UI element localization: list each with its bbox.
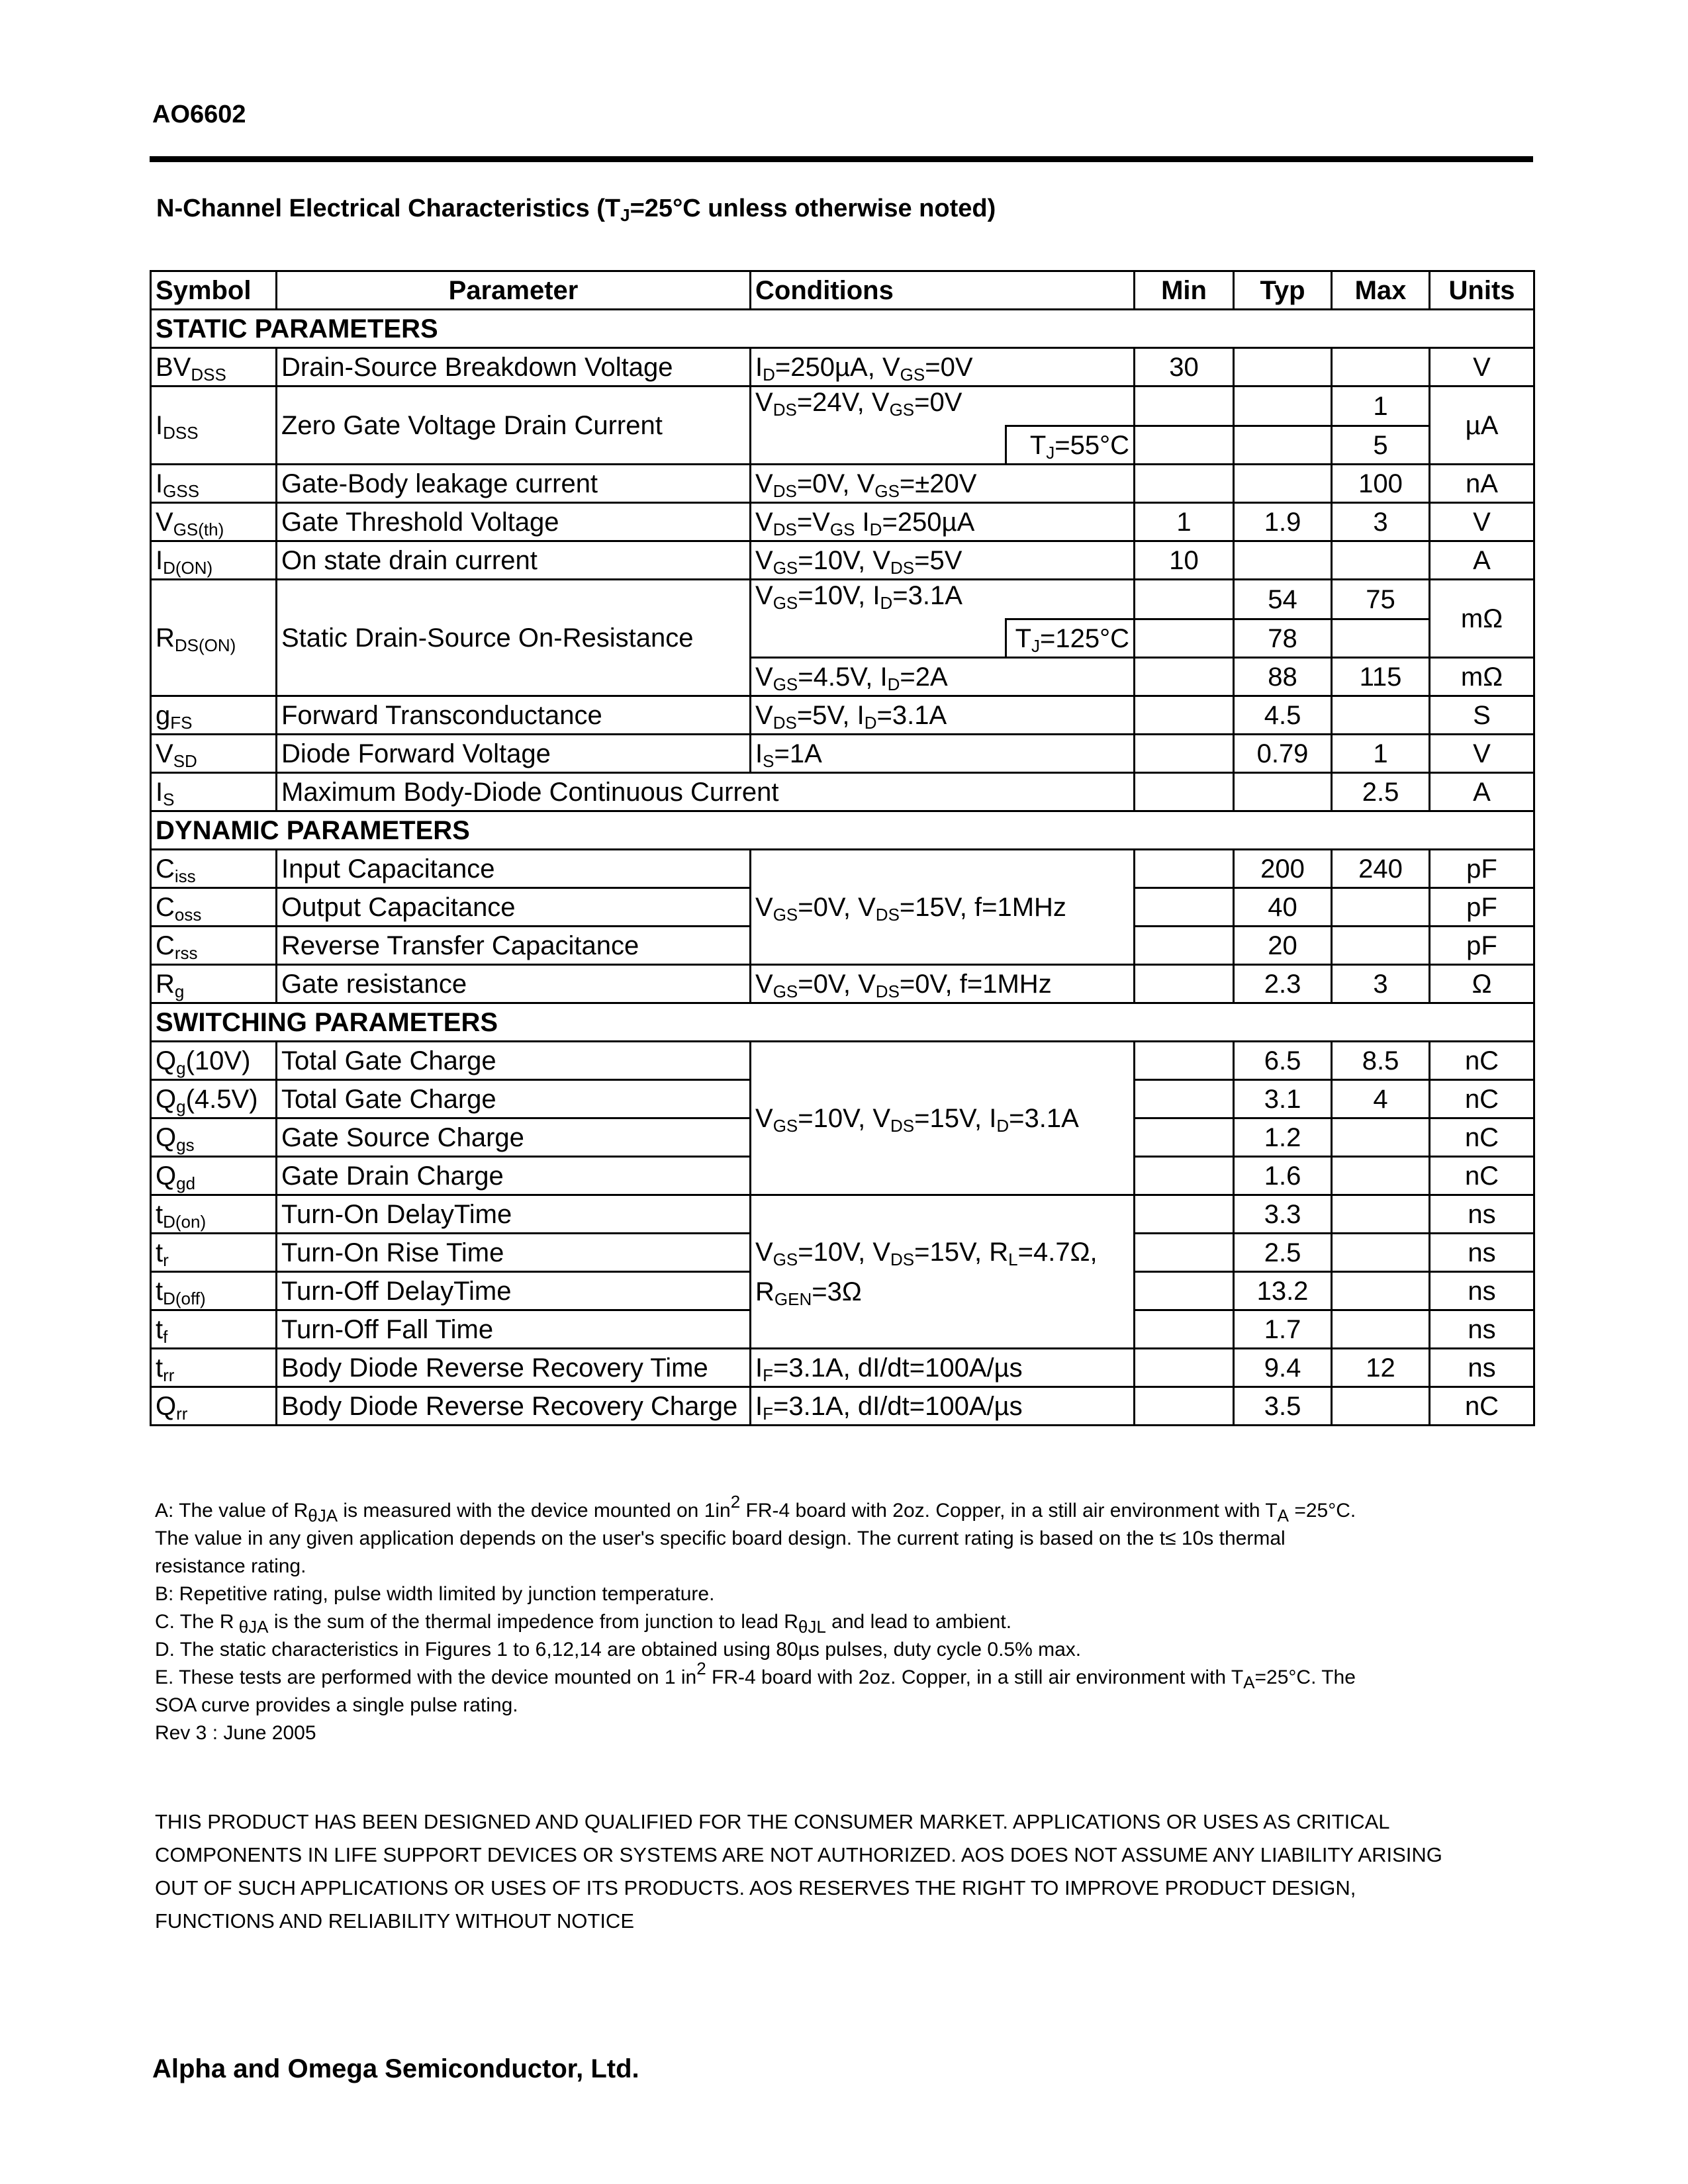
max-cell: 4 (1332, 1080, 1430, 1118)
units-cell: nC (1430, 1042, 1534, 1080)
min-cell: 30 (1135, 348, 1234, 387)
units-cell: pF (1430, 927, 1534, 965)
parameter-cell: Body Diode Reverse Recovery Charge (277, 1387, 751, 1426)
min-cell (1135, 1387, 1234, 1426)
parameter-cell: Diode Forward Voltage (277, 735, 751, 773)
units-cell: nA (1430, 465, 1534, 503)
table-row (151, 965, 1534, 1003)
typ-cell: 3.5 (1234, 1387, 1332, 1426)
min-cell (1135, 1272, 1234, 1310)
typ-cell (1234, 426, 1332, 465)
parameter-cell: Turn-On Rise Time (277, 1234, 751, 1272)
conditions-spacer (751, 426, 1006, 465)
max-cell: 1 (1332, 735, 1430, 773)
max-cell (1332, 619, 1430, 658)
parameter-cell: Static Drain-Source On-Resistance (277, 580, 751, 696)
min-cell (1135, 735, 1234, 773)
max-cell: 75 (1332, 580, 1430, 619)
header-rule (150, 156, 1533, 162)
symbol-cell: $t_{rr}$ (151, 1349, 277, 1387)
units-cell: Ω (1430, 965, 1534, 1003)
max-cell: 240 (1332, 850, 1430, 888)
parameter-cell: Output Capacitance (277, 888, 751, 927)
parameter-cell: Gate resistance (277, 965, 751, 1003)
max-cell: 3 (1332, 503, 1430, 541)
max-cell (1332, 1387, 1430, 1426)
symbol-cell: $BV_{DSS}$ (151, 348, 277, 387)
units-cell: nC (1430, 1118, 1534, 1157)
conditions-cell: $V_{GS}=10V$, $V_{DS}=5V$ (751, 541, 1135, 580)
symbol-cell: $R_g$ (151, 965, 277, 1003)
units-cell: ns (1430, 1310, 1534, 1349)
disclaimer (155, 1805, 1538, 1938)
typ-cell (1234, 773, 1332, 811)
min-cell (1135, 1195, 1234, 1234)
min-cell (1135, 1118, 1234, 1157)
min-cell (1135, 465, 1234, 503)
units-cell: ns (1430, 1234, 1534, 1272)
typ-cell: 1.2 (1234, 1118, 1332, 1157)
table-row (151, 1349, 1534, 1387)
parameter-cell: Total Gate Charge (277, 1042, 751, 1080)
parameter-cell: Gate Threshold Voltage (277, 503, 751, 541)
typ-cell: 78 (1234, 619, 1332, 658)
table-row (151, 387, 1534, 426)
table-row (151, 735, 1534, 773)
conditions-cell: $V_{GS}=10V$, $V_{DS}=15V$, $I_D=3.1A$ (751, 1042, 1135, 1195)
group-row (151, 811, 1534, 850)
conditions-cell: $V_{DS}=0V$, $V_{GS}=\pm 20V$ (751, 465, 1135, 503)
min-cell (1135, 927, 1234, 965)
company-name: Alpha and Omega Semiconductor, Ltd. (152, 2054, 639, 2083)
group-static: STATIC PARAMETERS (151, 310, 1534, 348)
revision: Rev 3 : June 2005 (155, 1722, 316, 1744)
note-a-line2: The value in any given application depends on the user's specific board design. The current rating is based on the t≤ 10s thermal (155, 1527, 1286, 1549)
max-cell (1332, 348, 1430, 387)
max-cell (1332, 696, 1430, 735)
max-cell: 100 (1332, 465, 1430, 503)
symbol-cell: $Q_{gd}$ (151, 1157, 277, 1195)
typ-cell: 1.7 (1234, 1310, 1332, 1349)
table-row (151, 773, 1534, 811)
symbol-cell: $R_{DS(ON)}$ (151, 580, 277, 696)
note-a: A: The value of $R_{\theta JA}$ is measured with the device mounted on $1in^2$ FR-4 board with 2oz. Copper, in a still air environment with $T_A =25^\circ C$. (155, 1492, 1356, 1525)
units-cell: A (1430, 541, 1534, 580)
max-cell (1332, 1157, 1430, 1195)
table-row (151, 503, 1534, 541)
symbol-cell: $t_{D(on)}$ (151, 1195, 277, 1234)
typ-cell: 4.5 (1234, 696, 1332, 735)
parameter-cell: Gate-Body leakage current (277, 465, 751, 503)
parameter-cell: Turn-Off DelayTime (277, 1272, 751, 1310)
note-b: B: Repetitive rating, pulse width limited by junction temperature. (155, 1583, 715, 1605)
conditions-cell: $V_{DS}=5V$, $I_D=3.1A$ (751, 696, 1135, 735)
conditions-cell: $V_{DS}=V_{GS}$ $I_D=250\mu A$ (751, 503, 1135, 541)
typ-cell: 2.5 (1234, 1234, 1332, 1272)
symbol-cell: $Q_{gs}$ (151, 1118, 277, 1157)
max-cell (1332, 1234, 1430, 1272)
symbol-cell: $Q_g(10V)$ (151, 1042, 277, 1080)
typ-cell: 1.9 (1234, 503, 1332, 541)
units-cell: V (1430, 503, 1534, 541)
section-title: N-Channel Electrical Characteristics ($T_J=25^\circ C$ unless otherwise noted) (156, 195, 996, 225)
conditions-cell: $V_{GS}=0V$, $V_{DS}=0V$, f=1MHz (751, 965, 1135, 1003)
typ-cell: 13.2 (1234, 1272, 1332, 1310)
typ-cell: 6.5 (1234, 1042, 1332, 1080)
table-row (151, 696, 1534, 735)
units-cell: mΩ (1430, 580, 1534, 658)
table-row (151, 1042, 1534, 1080)
max-cell: 115 (1332, 658, 1430, 696)
disclaimer-line: OUT OF SUCH APPLICATIONS OR USES OF ITS PRODUCTS. AOS RESERVES THE RIGHT TO IMPROVE PRODUCT DESIGN, (155, 1876, 1356, 1899)
table-row (151, 465, 1534, 503)
parameter-cell: Forward Transconductance (277, 696, 751, 735)
typ-cell: 40 (1234, 888, 1332, 927)
units-cell: pF (1430, 850, 1534, 888)
parameter-cell: Zero Gate Voltage Drain Current (277, 387, 751, 465)
group-switching: SWITCHING PARAMETERS (151, 1003, 1534, 1042)
min-cell (1135, 1080, 1234, 1118)
disclaimer-line: FUNCTIONS AND RELIABILITY WITHOUT NOTICE (155, 1909, 634, 1933)
header-max: Max (1332, 271, 1430, 310)
units-cell: V (1430, 735, 1534, 773)
symbol-cell: $t_r$ (151, 1234, 277, 1272)
conditions-temp-cell: $T_J=55^\circ C$ (1006, 426, 1135, 465)
typ-cell: 3.1 (1234, 1080, 1332, 1118)
typ-cell: 0.79 (1234, 735, 1332, 773)
symbol-cell: $V_{SD}$ (151, 735, 277, 773)
disclaimer-line: COMPONENTS IN LIFE SUPPORT DEVICES OR SYSTEMS ARE NOT AUTHORIZED. AOS DOES NOT ASSUME ANY LIABILITY ARISING (155, 1843, 1442, 1866)
conditions-cell: $V_{DS}=24V$, $V_{GS}=0V$ (751, 387, 1135, 426)
units-cell: nC (1430, 1080, 1534, 1118)
typ-cell (1234, 465, 1332, 503)
symbol-cell: $t_{D(off)}$ (151, 1272, 277, 1310)
typ-cell: 20 (1234, 927, 1332, 965)
symbol-cell: $C_{rss}$ (151, 927, 277, 965)
header-units: Units (1430, 271, 1534, 310)
table-row (151, 1387, 1534, 1426)
typ-cell (1234, 387, 1332, 426)
disclaimer-line: THIS PRODUCT HAS BEEN DESIGNED AND QUALIFIED FOR THE CONSUMER MARKET. APPLICATIONS OR USES AS CRITICAL (155, 1810, 1390, 1833)
min-cell (1135, 1234, 1234, 1272)
max-cell (1332, 1310, 1430, 1349)
max-cell: 8.5 (1332, 1042, 1430, 1080)
typ-cell: 1.6 (1234, 1157, 1332, 1195)
units-cell: nC (1430, 1387, 1534, 1426)
group-row (151, 310, 1534, 348)
conditions-cell: $V_{GS}=4.5V$, $I_D=2A$ (751, 658, 1135, 696)
electrical-characteristics-table (150, 270, 1535, 1426)
units-cell: V (1430, 348, 1534, 387)
symbol-cell: $C_{oss}$ (151, 888, 277, 927)
min-cell (1135, 1042, 1234, 1080)
units-cell: pF (1430, 888, 1534, 927)
header-conditions: Conditions (751, 271, 1135, 310)
typ-cell (1234, 348, 1332, 387)
header-symbol: Symbol (151, 271, 277, 310)
typ-cell: 54 (1234, 580, 1332, 619)
units-cell: ns (1430, 1195, 1534, 1234)
note-c: C. The R $_{\theta JA}$ is the sum of the thermal impedence from junction to lead $R_{\theta JL}$ and lead to ambient. (155, 1611, 1012, 1637)
typ-cell: 9.4 (1234, 1349, 1332, 1387)
parameter-cell: Gate Drain Charge (277, 1157, 751, 1195)
footnotes (155, 1492, 1532, 1747)
parameter-cell: Input Capacitance (277, 850, 751, 888)
typ-cell: 2.3 (1234, 965, 1332, 1003)
symbol-cell: $I_{GSS}$ (151, 465, 277, 503)
note-e: E. These tests are performed with the device mounted on 1 $in^2$ FR-4 board with 2oz. Copper, in a still air environment with $T_A=25^\circ C$. The (155, 1659, 1356, 1692)
min-cell (1135, 965, 1234, 1003)
note-e-line2: SOA curve provides a single pulse rating. (155, 1694, 518, 1716)
min-cell (1135, 580, 1234, 619)
max-cell: 2.5 (1332, 773, 1430, 811)
max-cell (1332, 541, 1430, 580)
max-cell: 5 (1332, 426, 1430, 465)
min-cell (1135, 850, 1234, 888)
part-number: AO6602 (152, 101, 246, 128)
typ-cell: 88 (1234, 658, 1332, 696)
units-cell: nC (1430, 1157, 1534, 1195)
conditions-cell: $V_{GS}=10V$, $I_D=3.1A$ (751, 580, 1135, 619)
max-cell (1332, 1195, 1430, 1234)
min-cell (1135, 619, 1234, 658)
conditions-cell: $I_S=1A$ (751, 735, 1135, 773)
table-header-row (151, 271, 1534, 310)
units-cell: A (1430, 773, 1534, 811)
min-cell (1135, 1310, 1234, 1349)
conditions-cell: $I_F=3.1A$, dI/dt=100A/µs (751, 1349, 1135, 1387)
symbol-cell: $I_S$ (151, 773, 277, 811)
min-cell: 1 (1135, 503, 1234, 541)
max-cell (1332, 1272, 1430, 1310)
symbol-cell: $g_{FS}$ (151, 696, 277, 735)
symbol-cell: $V_{GS(th)}$ (151, 503, 277, 541)
min-cell (1135, 426, 1234, 465)
parameter-cell: On state drain current (277, 541, 751, 580)
min-cell (1135, 387, 1234, 426)
conditions-spacer (751, 619, 1006, 658)
max-cell (1332, 927, 1430, 965)
conditions-cell: $I_F=3.1A$, dI/dt=100A/µs (751, 1387, 1135, 1426)
group-dynamic: DYNAMIC PARAMETERS (151, 811, 1534, 850)
symbol-cell: $I_{DSS}$ (151, 387, 277, 465)
parameter-cell: Gate Source Charge (277, 1118, 751, 1157)
max-cell: 1 (1332, 387, 1430, 426)
table-row (151, 348, 1534, 387)
note-d: D. The static characteristics in Figures 1 to 6,12,14 are obtained using 80µs pulses, duty cycle 0.5% max. (155, 1639, 1082, 1661)
header-typ: Typ (1234, 271, 1332, 310)
units-cell: S (1430, 696, 1534, 735)
min-cell: 10 (1135, 541, 1234, 580)
conditions-cell: $V_{GS}=10V$, $V_{DS}=15V$, $R_L=4.7\Omega$, $R_{GEN}=3\Omega$ (751, 1195, 1135, 1349)
parameter-cell: Turn-Off Fall Time (277, 1310, 751, 1349)
table-row (151, 541, 1534, 580)
typ-cell: 3.3 (1234, 1195, 1332, 1234)
parameter-cell: Body Diode Reverse Recovery Time (277, 1349, 751, 1387)
symbol-cell: $I_{D(ON)}$ (151, 541, 277, 580)
symbol-cell: $C_{iss}$ (151, 850, 277, 888)
typ-cell: 200 (1234, 850, 1332, 888)
conditions-cell: $I_D=250\mu A$, $V_{GS}=0V$ (751, 348, 1135, 387)
max-cell (1332, 1118, 1430, 1157)
parameter-cell: Maximum Body-Diode Continuous Current (277, 773, 1135, 811)
max-cell: 3 (1332, 965, 1430, 1003)
table-row (151, 1195, 1534, 1234)
max-cell (1332, 888, 1430, 927)
header-parameter: Parameter (277, 271, 751, 310)
conditions-cell: $V_{GS}=0V$, $V_{DS}=15V$, f=1MHz (751, 850, 1135, 965)
table-row (151, 850, 1534, 888)
symbol-cell: $Q_g(4.5V)$ (151, 1080, 277, 1118)
parameter-cell: Turn-On DelayTime (277, 1195, 751, 1234)
parameter-cell: Drain-Source Breakdown Voltage (277, 348, 751, 387)
conditions-temp-cell: $T_J=125^\circ C$ (1006, 619, 1135, 658)
min-cell (1135, 773, 1234, 811)
min-cell (1135, 1349, 1234, 1387)
symbol-cell: $Q_{rr}$ (151, 1387, 277, 1426)
min-cell (1135, 1157, 1234, 1195)
parameter-cell: Total Gate Charge (277, 1080, 751, 1118)
note-a-line3: resistance rating. (155, 1555, 306, 1577)
parameter-cell: Reverse Transfer Capacitance (277, 927, 751, 965)
header-min: Min (1135, 271, 1234, 310)
units-cell: ns (1430, 1349, 1534, 1387)
max-cell: 12 (1332, 1349, 1430, 1387)
units-cell: mΩ (1430, 658, 1534, 696)
min-cell (1135, 696, 1234, 735)
symbol-cell: $t_f$ (151, 1310, 277, 1349)
table-row (151, 580, 1534, 619)
group-row (151, 1003, 1534, 1042)
min-cell (1135, 888, 1234, 927)
min-cell (1135, 658, 1234, 696)
units-cell: µA (1430, 387, 1534, 465)
typ-cell (1234, 541, 1332, 580)
units-cell: ns (1430, 1272, 1534, 1310)
